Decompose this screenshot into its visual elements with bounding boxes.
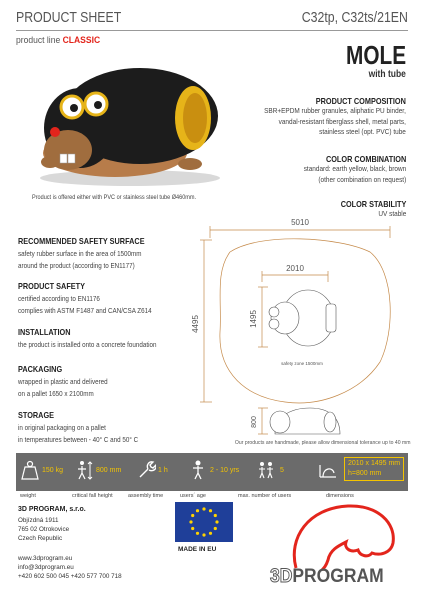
safety-surface-heading: RECOMMENDED SAFETY SURFACE <box>18 236 145 246</box>
product-safety-heading: PRODUCT SAFETY <box>18 281 86 291</box>
email-link[interactable]: info@3dprogram.eu <box>18 564 74 571</box>
product-line-prefix: product line <box>16 35 61 46</box>
tube-note: Product is offered either with PVC or stainless steel tube Ø460mm. <box>32 194 197 201</box>
stability-line: UV stable <box>378 209 406 218</box>
product-line <box>16 35 100 46</box>
product-name: MOLE <box>345 40 406 70</box>
packaging-line: wrapped in plastic and delivered <box>18 377 108 386</box>
sheet-title: PRODUCT SHEET <box>16 10 122 26</box>
storage-heading: STORAGE <box>18 410 55 420</box>
product-safety-line: certified according to EN1176 <box>18 294 100 303</box>
address-line: 765 02 Otrokovice <box>18 526 70 533</box>
child-icon <box>188 459 208 481</box>
assembly-label: assembly time <box>128 493 164 499</box>
dim-total-depth: 4495 <box>191 315 200 333</box>
company-address <box>18 516 69 543</box>
weight-value: 150 kg <box>42 467 64 474</box>
dimensions-icon <box>318 459 338 481</box>
wrench-icon <box>136 459 156 481</box>
age-label: users´ age <box>180 493 206 499</box>
fall-height-icon <box>74 459 94 481</box>
composition-line: stainless steel (opt. PVC) tube <box>319 127 406 136</box>
composition-line: vandal-resistant fiberglass shell, metal parts, <box>278 116 406 126</box>
spec-assembly <box>132 453 182 491</box>
composition-section <box>264 96 406 138</box>
brand-prefix: 3D <box>270 566 293 587</box>
product-subtitle: with tube <box>368 69 406 80</box>
spec-strip <box>16 453 408 491</box>
weight-label: weight <box>20 493 36 499</box>
spec-age <box>184 453 250 491</box>
storage-section <box>18 410 138 445</box>
contact-info <box>18 554 122 581</box>
dim-height: 800 <box>251 416 258 428</box>
safety-surface-line: around the product (according to EN1177) <box>18 260 135 270</box>
spec-users <box>252 453 312 491</box>
eu-flag-icon <box>175 502 233 542</box>
address-line: Czech Republic <box>18 535 63 542</box>
color-line: standard: earth yellow, black, brown <box>303 164 406 173</box>
installation-line: the product is installed onto a concrete foundation <box>18 340 157 349</box>
dim-product-depth: 1495 <box>249 310 258 328</box>
assembly-value: 1 h <box>158 467 168 474</box>
product-code: C32tp, C32ts/21EN <box>301 10 408 26</box>
website-link[interactable]: www.3dprogram.eu <box>18 555 73 562</box>
dim-product-width: 2010 <box>286 264 304 273</box>
dimensions-value-1: 2010 x 1495 mm <box>348 460 401 467</box>
packaging-heading: PACKAGING <box>18 364 63 374</box>
made-in-eu: MADE IN EU <box>178 546 217 553</box>
dimensions-label: dimensions <box>326 493 354 499</box>
color-line: (other combination on request) <box>318 174 406 184</box>
installation-heading: INSTALLATION <box>18 327 71 337</box>
packaging-line: on a pallet 1650 x 2100mm <box>18 388 94 398</box>
product-safety-section <box>18 281 152 316</box>
storage-line: in original packaging on a pallet <box>18 423 106 432</box>
spec-fall-height <box>70 453 130 491</box>
packaging-section <box>18 364 108 399</box>
safety-surface-section <box>18 236 145 271</box>
mole-product-image <box>30 50 230 190</box>
weight-icon <box>20 459 40 481</box>
safety-zone-label: safety zone 1500mm <box>281 361 323 366</box>
color-section <box>303 154 406 185</box>
company-name: 3D PROGRAM, s.r.o. <box>18 506 86 513</box>
product-safety-line: complies with ASTM F1487 and CAN/CSA Z614 <box>18 305 152 315</box>
handmade-note: Our products are handmade, please allow dimensional tolerance up to 40 mm <box>234 440 410 446</box>
brand-wordmark <box>270 566 384 588</box>
stability-heading: COLOR STABILITY <box>340 199 406 209</box>
users-value: 5 <box>280 467 284 474</box>
installation-section <box>18 327 157 351</box>
age-value: 2 - 10 yrs <box>210 467 240 474</box>
technical-drawing <box>190 212 410 438</box>
spec-dimensions <box>314 453 408 491</box>
dim-total-width: 5010 <box>291 218 309 227</box>
dimensions-value-2: h=800 mm <box>348 470 382 477</box>
users-icon <box>256 459 276 481</box>
phone-numbers: +420 602 500 045 +420 577 700 718 <box>18 573 122 580</box>
spec-weight <box>16 453 68 491</box>
product-line-name: CLASSIC <box>62 35 101 46</box>
address-line: Objízdná 1911 <box>18 517 59 524</box>
fall-height-label: critical fall height <box>72 493 113 499</box>
storage-line: in temperatures between - 40° C and 50° C <box>18 434 139 444</box>
dimensions-value <box>344 457 404 481</box>
composition-heading: PRODUCT COMPOSITION <box>315 96 406 106</box>
users-label: max. number of users <box>238 493 292 499</box>
header-rule <box>16 30 408 31</box>
safety-surface-line: safety rubber surface in the area of 1500mm <box>18 249 142 258</box>
color-heading: COLOR COMBINATION <box>325 154 406 164</box>
brand-name: PROGRAM <box>292 566 384 587</box>
composition-line: SBR+EPDM rubber granules, aliphatic PU binder, <box>264 106 406 115</box>
fall-height-value: 800 mm <box>96 467 122 474</box>
